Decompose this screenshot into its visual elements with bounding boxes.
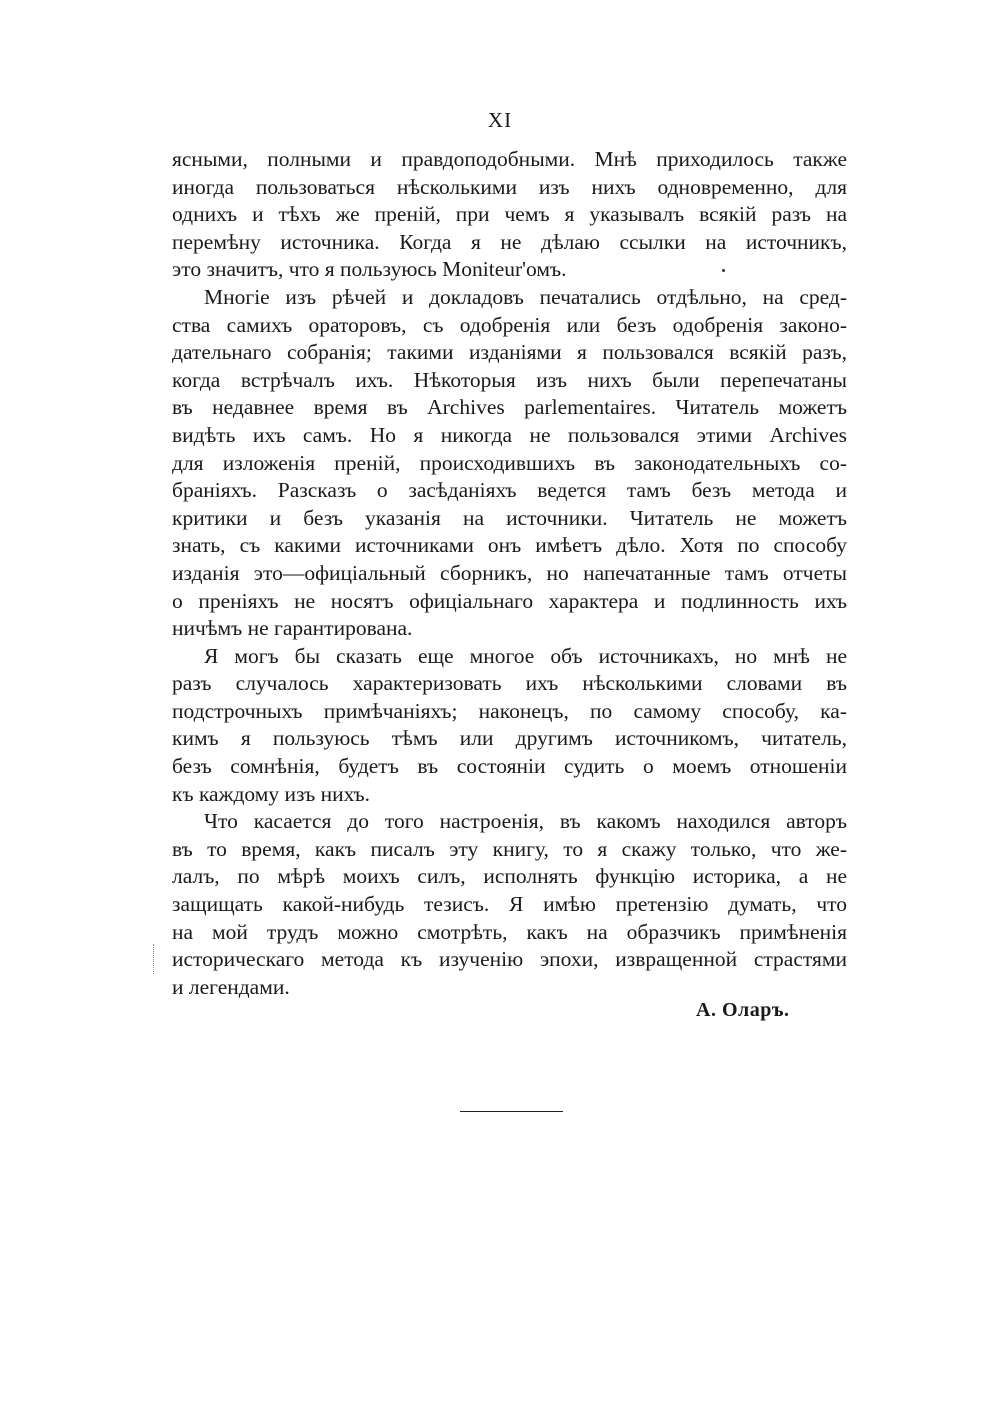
text-line: когда встрѣчалъ ихъ. Нѣкоторыя изъ нихъ были перепечатаны xyxy=(172,367,847,392)
text-line: въ недавнее время въ Archives parlementaires. Читатель можетъ xyxy=(172,395,847,420)
text-line: видѣть ихъ самъ. Но я никогда не пользовался этими Archives xyxy=(172,422,847,447)
text-line: о преніяхъ не носятъ офиціальнаго характера и подлинность ихъ xyxy=(172,588,847,613)
text-line: однихъ и тѣхъ же преній, при чемъ я указывалъ всякій разъ на xyxy=(172,202,847,227)
author-signature: А. Оларъ. xyxy=(696,999,790,1021)
body-text xyxy=(172,146,847,1001)
text-line: иногда пользоваться нѣсколькими изъ нихъ одновременно, для xyxy=(172,174,847,199)
text-line: историческаго метода къ изученію эпохи, извращенной страстями xyxy=(172,947,847,972)
text-line: браніяхъ. Разсказъ о засѣданіяхъ ведется тамъ безъ метода и xyxy=(172,478,847,503)
text-line: безъ сомнѣнія, будетъ въ состояніи судить о моемъ отношеніи xyxy=(172,754,847,779)
ink-speck xyxy=(722,269,725,272)
text-line: въ то время, какъ писалъ эту книгу, то я скажу только, что же- xyxy=(172,836,847,861)
text-line: это значитъ, что я пользуюсь Moniteur'омъ. xyxy=(172,257,567,282)
text-line: къ каждому изъ нихъ. xyxy=(172,781,371,806)
text-line: ничѣмъ не гарантирована. xyxy=(172,616,413,641)
text-line: для изложенія преній, происходившихъ въ законодательныхъ со- xyxy=(172,450,847,475)
text-line: перемѣну источника. Когда я не дѣлаю ссылки на источникъ, xyxy=(172,229,847,254)
text-line: ясными, полными и правдоподобными. Мнѣ приходилось также xyxy=(172,147,847,171)
text-line: кимъ я пользуюсь тѣмъ или другимъ источникомъ, читатель, xyxy=(172,726,847,751)
closing-rule xyxy=(460,1111,563,1112)
text-line: критики и безъ указанія на источники. Читатель не можетъ xyxy=(172,505,847,530)
text-line: изданія это—офиціальный сборникъ, но напечатанные тамъ отчеты xyxy=(172,560,847,585)
text-line: ства самихъ ораторовъ, съ одобренія или безъ одобренія законо- xyxy=(172,312,847,337)
text-line: на мой трудъ можно смотрѣть, какъ на образчикъ примѣненія xyxy=(172,919,847,944)
text-line: защищать какой-нибудь тезисъ. Я имѣю претензію думать, что xyxy=(172,892,847,917)
margin-mark xyxy=(153,944,155,974)
page-number: XI xyxy=(487,108,513,132)
text-line: Я могъ бы сказать еще многое объ источникахъ, но мнѣ не xyxy=(204,643,847,668)
text-line: подстрочныхъ примѣчаніяхъ; наконецъ, по самому способу, ка- xyxy=(172,698,847,723)
text-line: лалъ, по мѣрѣ моихъ силъ, исполнять функцію историка, а не xyxy=(172,864,847,889)
text-line: Многіе изъ рѣчей и докладовъ печатались отдѣльно, на сред- xyxy=(204,284,847,309)
text-line: Что касается до того настроенія, въ какомъ находился авторъ xyxy=(204,809,847,834)
text-line: разъ случалось характеризовать ихъ нѣсколькими словами въ xyxy=(172,671,847,696)
text-line: знать, съ какими источниками онъ имѣетъ дѣло. Хотя по способу xyxy=(172,533,847,558)
text-line: дательнаго собранія; такими изданіями я пользовался всякій разъ, xyxy=(172,340,847,365)
text-line: и легендами. xyxy=(172,974,290,999)
